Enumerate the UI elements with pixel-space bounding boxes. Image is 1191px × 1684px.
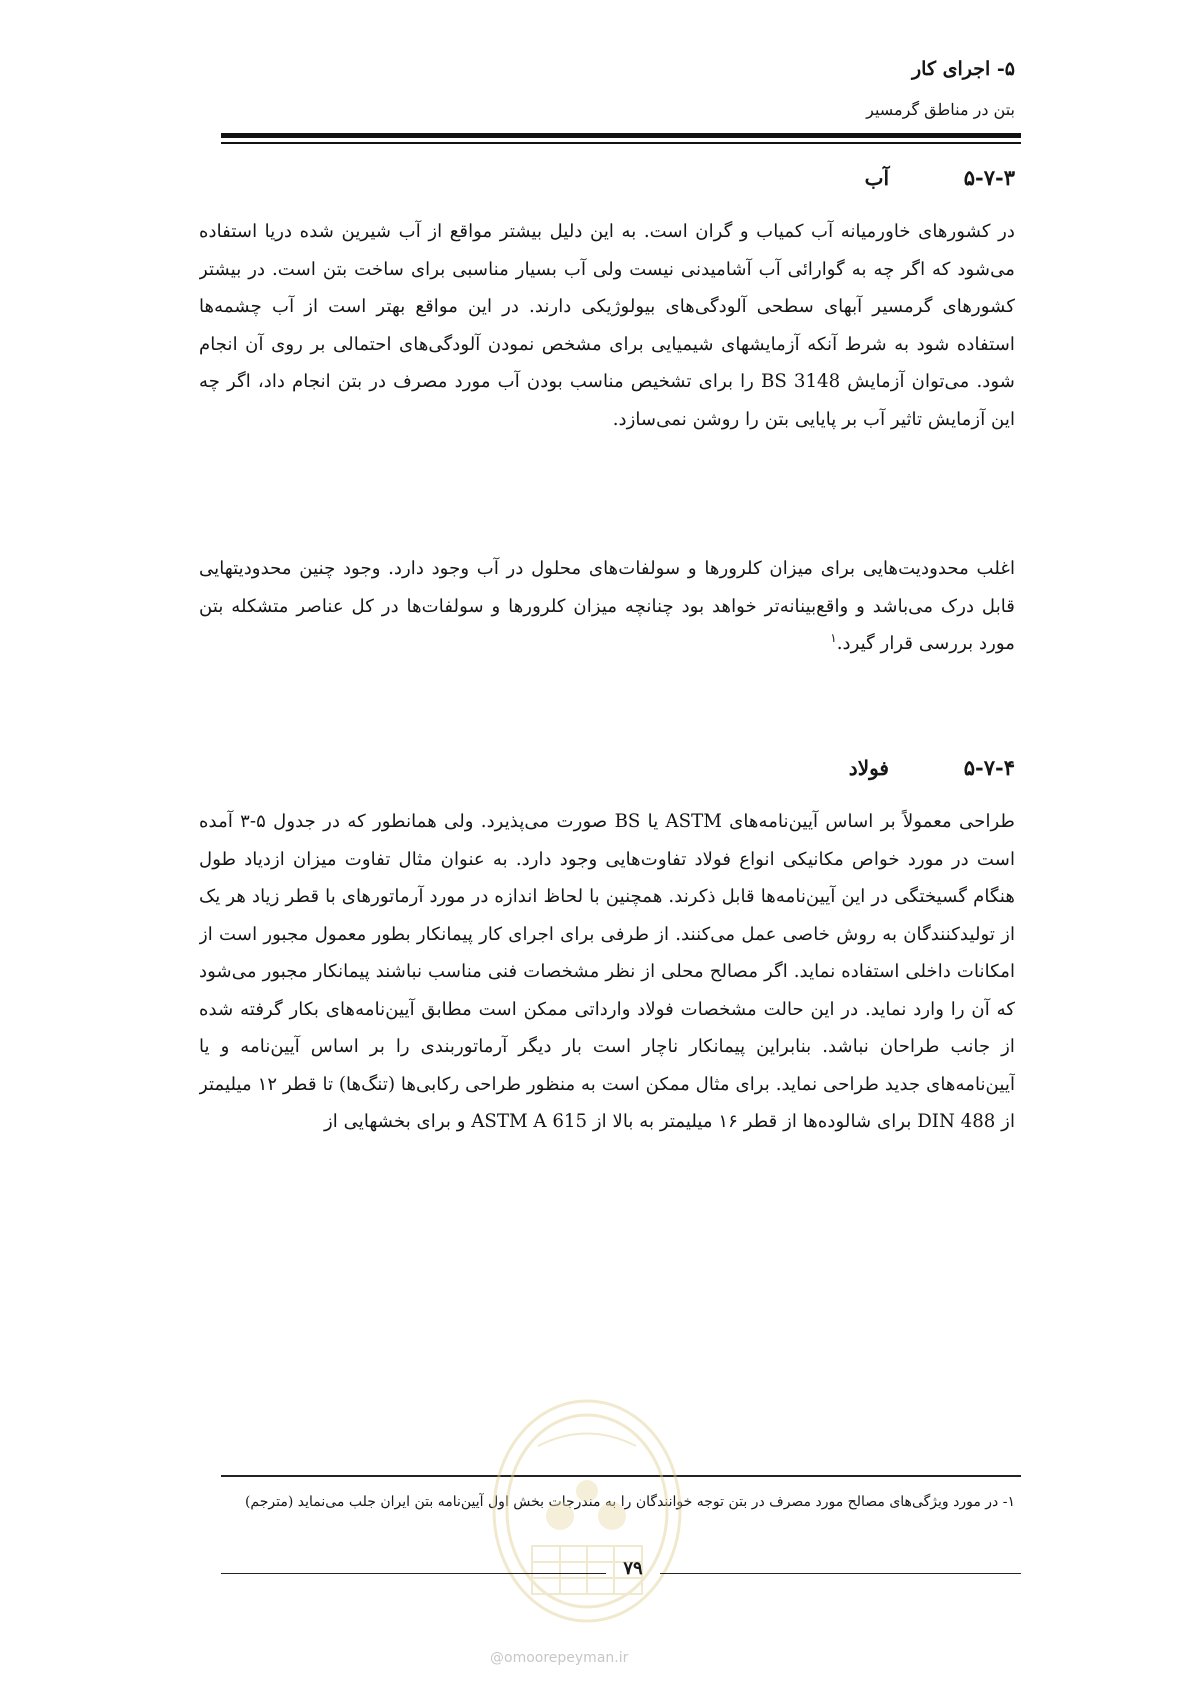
section-number: ۵-۷-۴ (963, 755, 1015, 780)
paragraph (199, 803, 1015, 1293)
paragraph-text: طراحی معمولاً بر اساس آیین‌نامه‌های ASTM یا BS صورت می‌پذیرد. ولی همانطور که در جدول ۵-۳ آمده است در مورد خواص مکانیکی انواع فولاد تفاوت‌هایی وجود دارد. به عنوان مثال تفاوت میزان ازدیاد طول هنگام گسیختگی در این آیین‌نامه‌ها قابل ذکرند. همچنین با لحاظ اندازه در مورد آرماتورهای با قطر زیاد هر یک از تولیدکنندگان به روش خاصی عمل می‌کنند. از طرفی برای اجرای کار پیمانکار بطور معمول مجبور است از امکانات داخلی استفاده نماید. اگر مصالح محلی از نظر مشخصات فنی مناسب نباشند پیمانکار مجبور می‌شود که آن را وارد نماید. در این حالت مشخصات فولاد وارداتی ممکن است مطابق آیین‌نامه‌های بکار گرفته شده از جانب طراحان نباشد. بنابراین پیمانکار ناچار است بار دیگر آرماتوربندی را بر اساس آیین‌نامه و یا آیین‌نامه‌های جدید طراحی نماید. برای مثال ممکن است به منظور طراحی رکابی‌ها (تنگ‌ها) تا قطر ۱۲ میلیمتر از DIN 488 برای شالوده‌ها از قطر ۱۶ میلیمتر به بالا از ASTM A 615 و برای بخشهایی از (199, 811, 1015, 1132)
watermark-url: @omoorepeyman.ir (490, 1650, 629, 1666)
section-title: فولاد (848, 756, 889, 780)
footnote-marker: ۱ (830, 630, 837, 645)
paragraph (199, 213, 1015, 550)
page-number-line-right (660, 1573, 1021, 1574)
watermark-seal-icon (490, 1396, 685, 1626)
section-title: آب (864, 166, 889, 190)
paragraph (199, 550, 1015, 700)
paragraph-text: در کشورهای خاورمیانه آب کمیاب و گران است. به این دلیل بیشتر مواقع از آب شیرین شده دریا استفاده می‌شود که اگر چه به گوارائی آب آشامیدنی نیست ولی آب بسیار مناسبی برای ساخت بتن است. در بیشتر کشورهای گرمسیر آبهای سطحی آلودگی‌های بیولوژیکی دارند. در این مواقع بهتر است از آب چشمه‌ها استفاده شود به شرط آنکه آزمایشهای شیمیایی برای مشخص نمودن آلودگی‌های احتمالی بر روی آن انجام شود. می‌توان آزمایش BS 3148 را برای تشخیص مناسب بودن آب مورد مصرف در بتن انجام داد، اگر چه این آزمایش تاثیر آب بر پایایی بتن را روشن نمی‌سازد. (199, 221, 1015, 430)
section-number: ۵-۷-۳ (963, 165, 1015, 190)
header-rule-thick (221, 133, 1021, 138)
paragraph-text: اغلب محدودیت‌هایی برای میزان کلرورها و سولفات‌های محلول در آب وجود دارد. وجود چنین محدودیتهایی قابل درک می‌باشد و واقع‌بینانه‌تر خواهد بود چنانچه میزان کلرورها و سولفات‌ها در کل عناصر متشکله بتن مورد بررسی قرار گیرد. (199, 558, 1015, 654)
page-number-line-left (221, 1573, 606, 1574)
page-number: ۷۹ (623, 1558, 643, 1579)
header-rule-thin (221, 142, 1021, 144)
chapter-title: ۵- اجرای کار (911, 58, 1015, 80)
book-title: بتن در مناطق گرمسیر (866, 100, 1015, 119)
footnote: ۱- در مورد ویژگی‌های مصالح مورد مصرف در بتن توجه خوانندگان را به مندرجات بخش اول آیین‌نامه بتن ایران جلب می‌نماید (مترجم) (244, 1494, 1015, 1510)
